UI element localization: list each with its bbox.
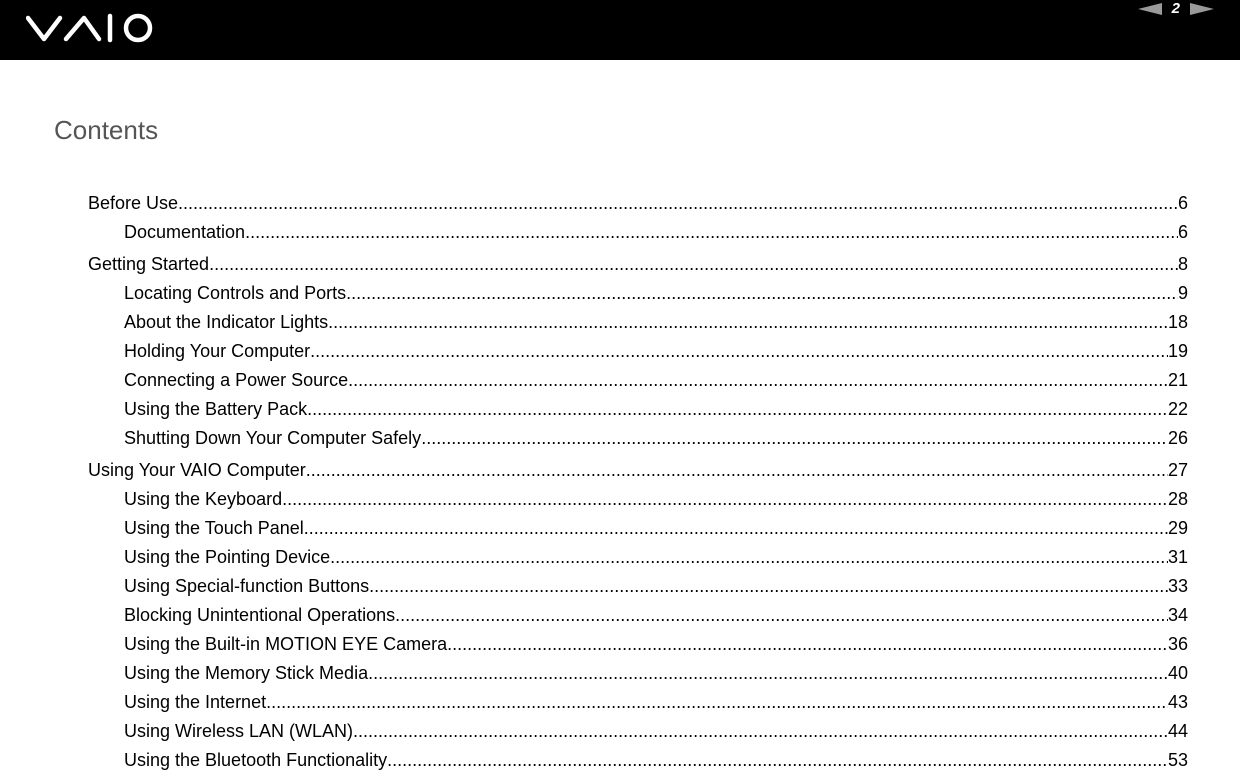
toc-entry-label: Using Wireless LAN (WLAN) <box>124 721 354 741</box>
toc-entry-label: Using the Internet <box>124 692 267 712</box>
toc-entry[interactable] <box>88 395 1188 424</box>
toc-dot-leader <box>310 337 1168 366</box>
toc-entry[interactable] <box>88 659 1188 688</box>
toc-entry[interactable] <box>88 688 1188 717</box>
toc-entry-page: 53 <box>1167 750 1188 770</box>
toc-entry[interactable] <box>88 630 1188 659</box>
toc-entry[interactable] <box>88 456 1188 485</box>
toc-entry-page: 33 <box>1167 576 1188 596</box>
toc-entry-label: Using the Bluetooth Functionality <box>124 750 388 770</box>
toc-entry-label: Holding Your Computer <box>124 341 311 361</box>
toc-entry-page: 21 <box>1167 370 1188 390</box>
toc-entry-page: 6 <box>1177 222 1188 242</box>
toc-entry[interactable] <box>88 250 1188 279</box>
toc-entry-label: Using the Touch Panel <box>124 518 304 538</box>
arrow-left-icon[interactable] <box>1138 3 1162 15</box>
toc-entry[interactable] <box>88 218 1188 247</box>
toc-entry[interactable] <box>88 337 1188 366</box>
toc-entry-page: 22 <box>1167 399 1188 419</box>
toc-entry[interactable] <box>88 514 1188 543</box>
arrow-right-icon[interactable] <box>1190 3 1214 15</box>
toc-entry-label: Blocking Unintentional Operations <box>124 605 396 625</box>
toc-dot-leader <box>369 572 1168 601</box>
toc-entry-label: Before Use <box>88 193 179 213</box>
toc-entry[interactable] <box>88 279 1188 308</box>
toc-dot-leader <box>368 659 1168 688</box>
toc-dot-leader <box>266 688 1168 717</box>
toc-dot-leader <box>353 717 1168 746</box>
toc-entry-page: 43 <box>1167 692 1188 712</box>
toc-dot-leader <box>387 746 1168 775</box>
page-number: 2 <box>1171 0 1180 17</box>
toc-entry-label: Connecting a Power Source <box>124 370 349 390</box>
toc-entry-page: 28 <box>1167 489 1188 509</box>
toc-entry-label: Using Special-function Buttons <box>124 576 370 596</box>
vaio-logo <box>26 8 158 44</box>
toc-entry-page: 34 <box>1167 605 1188 625</box>
toc-entry-page: 27 <box>1167 460 1188 480</box>
toc-entry-page: 26 <box>1167 428 1188 448</box>
toc-dot-leader <box>245 218 1178 247</box>
toc-entry-page: 29 <box>1167 518 1188 538</box>
toc-entry[interactable] <box>88 189 1188 218</box>
toc-dot-leader <box>178 189 1178 218</box>
toc-dot-leader <box>447 630 1168 659</box>
page-navigation <box>1138 0 1214 18</box>
toc-entry-label: Using the Memory Stick Media <box>124 663 369 683</box>
toc-entry-label: Locating Controls and Ports <box>124 283 347 303</box>
toc-entry-page: 18 <box>1167 312 1188 332</box>
toc-entry-label: About the Indicator Lights <box>124 312 329 332</box>
toc-entry[interactable] <box>88 366 1188 395</box>
toc-dot-leader <box>348 366 1168 395</box>
table-of-contents <box>88 189 1188 775</box>
toc-entry[interactable] <box>88 717 1188 746</box>
toc-entry-label: Shutting Down Your Computer Safely <box>124 428 422 448</box>
toc-entry-label: Using the Keyboard <box>124 489 283 509</box>
toc-entry[interactable] <box>88 424 1188 453</box>
toc-entry-page: 9 <box>1177 283 1188 303</box>
toc-entry-label: Using the Built-in MOTION EYE Camera <box>124 634 448 654</box>
toc-dot-leader <box>395 601 1168 630</box>
toc-entry-label: Getting Started <box>88 254 210 274</box>
toc-dot-leader <box>304 514 1168 543</box>
toc-entry[interactable] <box>88 543 1188 572</box>
toc-dot-leader <box>421 424 1168 453</box>
toc-entry-page: 8 <box>1177 254 1188 274</box>
toc-dot-leader <box>328 308 1168 337</box>
toc-entry[interactable] <box>88 572 1188 601</box>
toc-dot-leader <box>209 250 1178 279</box>
toc-dot-leader <box>346 279 1178 308</box>
toc-entry-page: 19 <box>1167 341 1188 361</box>
toc-entry-label: Using the Pointing Device <box>124 547 331 567</box>
toc-dot-leader <box>307 395 1168 424</box>
toc-dot-leader <box>306 456 1168 485</box>
toc-entry-page: 31 <box>1167 547 1188 567</box>
toc-entry-page: 6 <box>1177 193 1188 213</box>
toc-entry-label: Using the Battery Pack <box>124 399 308 419</box>
toc-entry[interactable] <box>88 601 1188 630</box>
toc-dot-leader <box>282 485 1168 514</box>
header-bar <box>0 0 1240 60</box>
toc-entry-label: Using Your VAIO Computer <box>88 460 306 480</box>
toc-dot-leader <box>330 543 1168 572</box>
toc-entry-page: 40 <box>1167 663 1188 683</box>
toc-entry-label: Documentation <box>124 222 246 242</box>
toc-entry-page: 44 <box>1167 721 1188 741</box>
toc-entry[interactable] <box>88 746 1188 775</box>
toc-entry[interactable] <box>88 485 1188 514</box>
toc-entry-page: 36 <box>1167 634 1188 654</box>
toc-entry[interactable] <box>88 308 1188 337</box>
page-title: Contents <box>54 115 159 145</box>
